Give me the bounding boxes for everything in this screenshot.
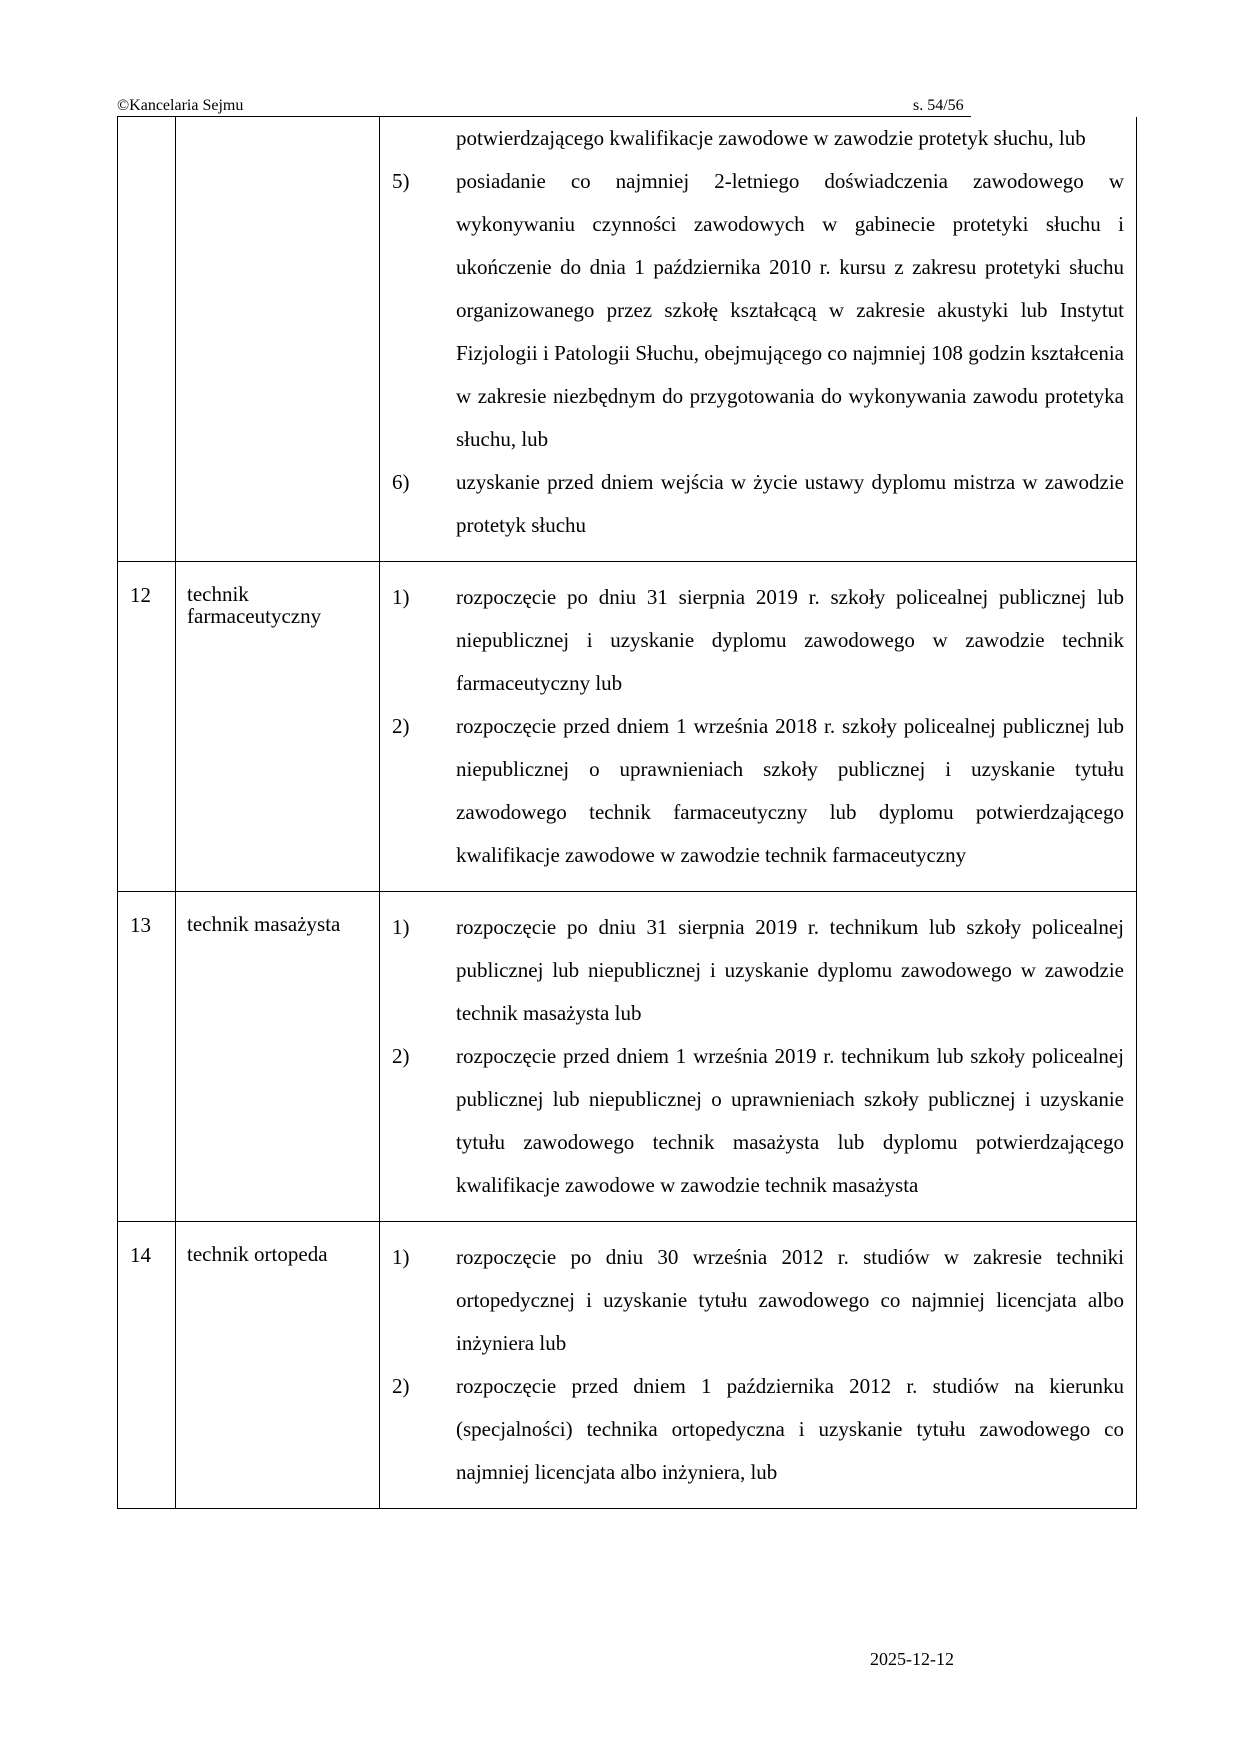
profession-name: technik masażysta — [176, 892, 380, 1222]
profession-name: technik ortopeda — [176, 1222, 380, 1509]
row-number: 12 — [118, 562, 176, 892]
table-row — [118, 892, 1137, 1222]
row-number: 14 — [118, 1222, 176, 1509]
table-row — [118, 117, 1137, 562]
requirements-cell — [380, 892, 1137, 1222]
requirement-text: rozpoczęcie po dniu 30 września 2012 r. studiów w zakresie techniki ortopedycznej i uzyskanie tytułu zawodowego co najmniej licencjata albo inżyniera lub — [456, 1245, 1124, 1355]
requirement-item — [392, 1236, 1124, 1365]
table-body — [118, 117, 1137, 1509]
profession-name: technik farmaceutyczny — [176, 562, 380, 892]
requirement-text: rozpoczęcie po dniu 31 sierpnia 2019 r. szkoły policealnej publicznej lub niepublicznej i uzyskanie dyplomu zawodowego w zawodzie technik farmaceutyczny lub — [456, 585, 1124, 695]
table-row — [118, 562, 1137, 892]
requirement-item — [392, 1035, 1124, 1207]
requirement-number — [392, 117, 456, 160]
requirement-item — [392, 1365, 1124, 1494]
requirement-text: rozpoczęcie przed dniem 1 października 2012 r. studiów na kierunku (specjalności) technika ortopedyczna i uzyskanie tytułu zawodowego co najmniej licencjata albo inżyniera, lub — [456, 1374, 1124, 1484]
requirement-number: 2) — [392, 1374, 410, 1398]
requirements-cell — [380, 1222, 1137, 1509]
requirement-text: rozpoczęcie po dniu 31 sierpnia 2019 r. technikum lub szkoły policealnej publicznej lub niepublicznej i uzyskanie dyplomu zawodowego w zawodzie technik masażysta lub — [456, 915, 1124, 1025]
requirement-text: potwierdzającego kwalifikacje zawodowe w zawodzie protetyk słuchu, lub — [456, 126, 1086, 150]
requirement-text: rozpoczęcie przed dniem 1 września 2018 r. szkoły policealnej publicznej lub niepublicznej o uprawnieniach szkoły publicznej i uzyskanie tytułu zawodowego technik farmaceutyczny lub dyplomu potwierdzającego kwalifikacje zawodowe w zawodzie technik farmaceutyczny — [456, 714, 1124, 867]
requirement-number: 1) — [392, 915, 410, 939]
page-number: s. 54/56 — [913, 97, 964, 114]
table-row — [118, 1222, 1137, 1509]
requirement-item — [392, 705, 1124, 877]
requirement-text: uzyskanie przed dniem wejścia w życie ustawy dyplomu mistrza w zawodzie protetyk słuchu — [456, 470, 1124, 537]
requirement-number: 1) — [392, 1245, 410, 1269]
requirement-number: 2) — [392, 714, 410, 738]
requirement-number: 5) — [392, 169, 410, 193]
requirement-text: rozpoczęcie przed dniem 1 września 2019 r. technikum lub szkoły policealnej publicznej lub niepublicznej o uprawnieniach szkoły publicznej i uzyskanie tytułu zawodowego technik masażysta lub dyplomu potwierdzającego kwalifikacje zawodowe w zawodzie technik masażysta — [456, 1044, 1124, 1197]
row-number: 13 — [118, 892, 176, 1222]
requirement-number: 1) — [392, 585, 410, 609]
requirement-item — [392, 461, 1124, 547]
profession-name — [176, 117, 380, 562]
footer-date: 2025-12-12 — [870, 1649, 954, 1669]
header-source: ©Kancelaria Sejmu — [117, 97, 244, 114]
profession-table — [117, 117, 1137, 1509]
requirement-item — [392, 160, 1124, 461]
requirement-number: 2) — [392, 1044, 410, 1068]
requirements-cell — [380, 562, 1137, 892]
requirement-item — [392, 576, 1124, 705]
requirement-number: 6) — [392, 470, 410, 494]
requirement-text: posiadanie co najmniej 2-letniego doświadczenia zawodowego w wykonywaniu czynności zawodowych w gabinecie protetyki słuchu i ukończenie do dnia 1 października 2010 r. kursu z zakresu protetyki słuchu organizowanego przez szkołę kształcącą w zakresie akustyki lub Instytut Fizjologii i Patologii Słuchu, obejmującego co najmniej 108 godzin kształcenia w zakresie niezbędnym do przygotowania do wykonywania zawodu protetyka słuchu, lub — [456, 169, 1124, 451]
row-number — [118, 117, 176, 562]
requirement-item — [392, 117, 1124, 160]
requirements-cell — [380, 117, 1137, 562]
requirement-item — [392, 906, 1124, 1035]
